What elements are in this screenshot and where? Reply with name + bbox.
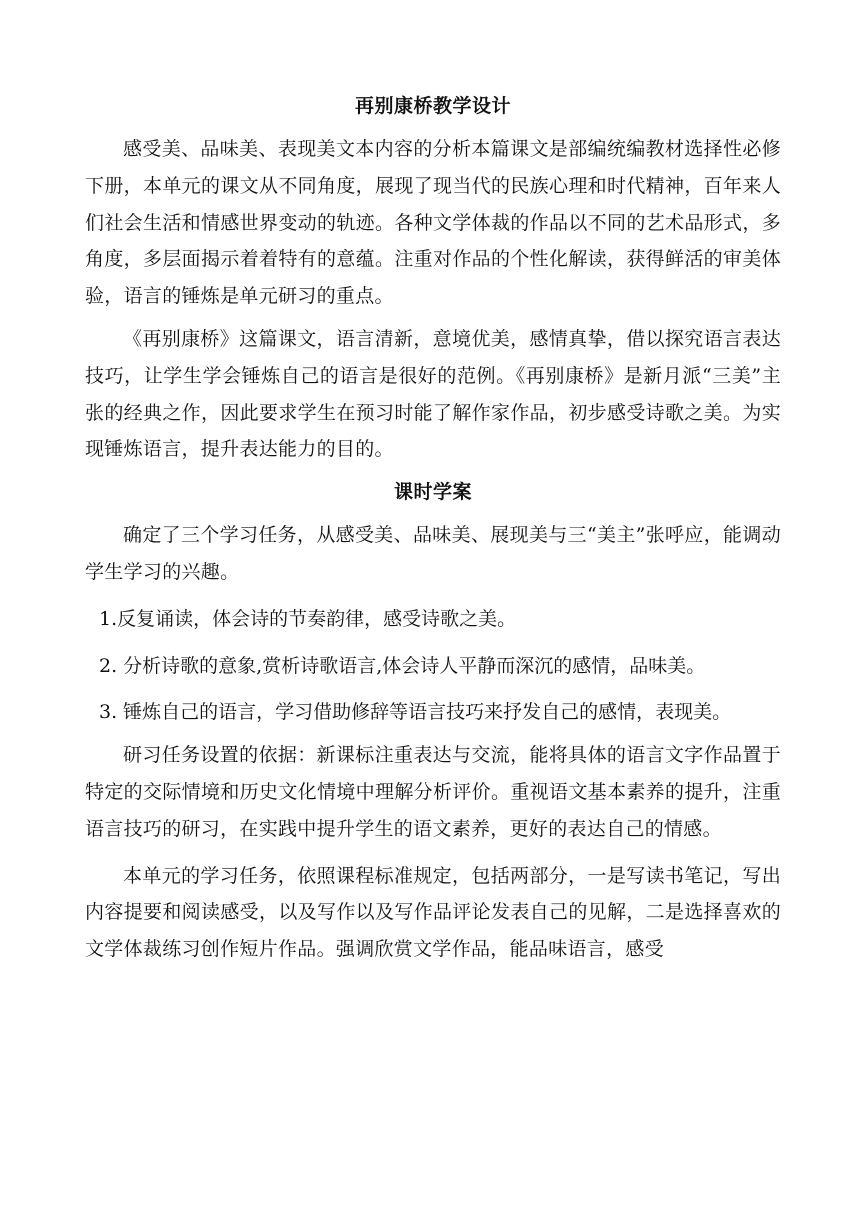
document-title: 再别康桥教学设计	[354, 95, 511, 117]
section-title: 课时学案	[393, 481, 472, 504]
spacer	[85, 591, 781, 601]
spacer	[85, 638, 781, 648]
task-item-1: 1.反复诵读，体会诗的节奏韵律，感受诗歌之美。	[99, 607, 517, 630]
task-item-2: 2. 分析诗歌的意象,赏析诗歌语言,体会诗人平静而深沉的感情，品味美。	[99, 654, 706, 677]
task-item-3: 3. 锤炼自己的语言，学习借助修辞等语言技巧来抒发自己的感情，表现美。	[99, 701, 732, 724]
document-body	[85, 88, 781, 968]
section-intro-paragraph: 确定了三个学习任务，从感受美、品味美、展现美与三“美主”张呼应，能调动学生学习的兴趣。	[85, 524, 781, 583]
unit-paragraph: 本单元的学习任务，依照课程标准规定，包括两部分，一是写读书笔记，写出内容提要和阅读感受，以及写作以及写作品评论发表自己的见解，二是选择喜欢的文学体裁练习创作短片作品。强调欣赏文学作品，能品味语言，感受	[85, 864, 781, 961]
intro-paragraph-1: 感受美、品味美、表现美文本内容的分析本篇课文是部编统编教材选择性必修下册，本单元的课文从不同角度，展现了现当代的民族心理和时代精神，百年来人们社会生活和情感世界变动的轨迹。各种文学体裁的作品以不同的艺术品形式，多角度，多层面揭示着着特有的意蕴。注重对作品的个性化解读，获得鲜活的审美体验，语言的锤炼是单元研习的重点。	[85, 138, 781, 308]
intro-paragraph-2: 《再别康桥》这篇课文，语言清新，意境优美，感情真挚，借以探究语言表达技巧，让学生学会锤炼自己的语言是很好的范例。《再别康桥》是新月派“三美”主张的经典之作，因此要求学生在预习时能了解作家作品，初步感受诗歌之美。为实现锤炼语言，提升表达能力的目的。	[85, 327, 781, 461]
spacer	[85, 848, 781, 858]
basis-paragraph: 研习任务设置的依据：新课标注重表达与交流，能将具体的语言文字作品置于特定的交际情境和历史文化情境中理解分析评价。重视语文基本素养的提升，注重语言技巧的研习，在实践中提升学生的语文素养，更好的表达自己的情感。	[85, 744, 781, 840]
spacer	[85, 684, 781, 694]
